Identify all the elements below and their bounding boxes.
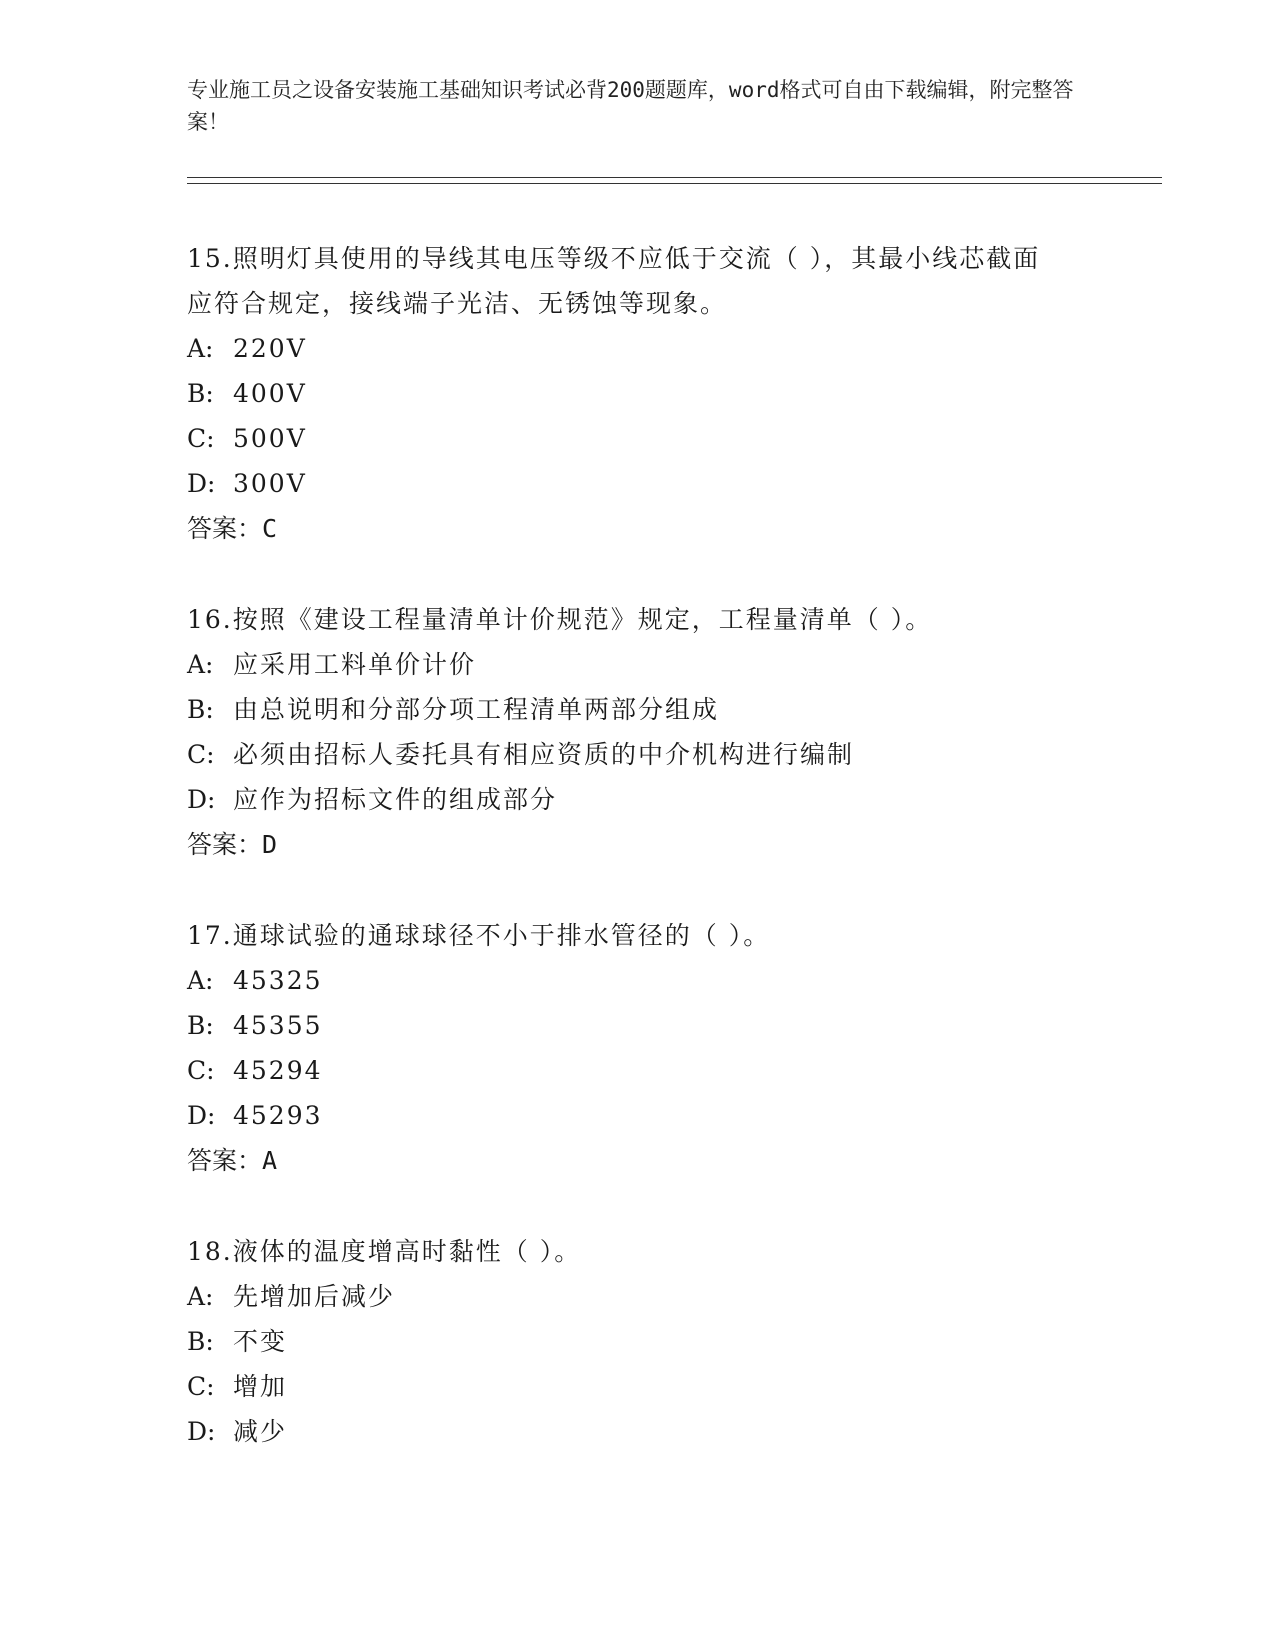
option-a — [187, 958, 1067, 1003]
option-letter: B: — [187, 1327, 214, 1356]
option-c — [187, 416, 1067, 461]
document-title: 专业施工员之设备安装施工基础知识考试必背200题题库，word格式可自由下载编辑，附完整答案！ — [187, 78, 1074, 134]
option-d — [187, 461, 1067, 506]
option-text: 500V — [233, 424, 307, 453]
option-letter: B: — [187, 695, 214, 724]
option-a — [187, 642, 1067, 687]
option-b — [187, 1319, 1067, 1364]
question-list — [187, 236, 1067, 1500]
option-text: 300V — [233, 469, 307, 498]
option-c — [187, 732, 1067, 777]
option-letter: D: — [187, 469, 216, 498]
option-text: 必须由招标人委托具有相应资质的中介机构进行编制 — [233, 740, 855, 769]
option-a — [187, 1274, 1067, 1319]
option-text: 先增加后减少 — [233, 1282, 396, 1311]
question-15 — [187, 236, 1067, 551]
question-17 — [187, 913, 1067, 1183]
option-b — [187, 1003, 1067, 1048]
option-text: 45325 — [233, 966, 323, 995]
option-a — [187, 326, 1067, 371]
option-text: 45293 — [233, 1101, 323, 1130]
option-d — [187, 1409, 1067, 1454]
option-letter: A: — [187, 650, 214, 679]
option-text: 由总说明和分部分项工程清单两部分组成 — [233, 695, 720, 724]
question-stem: 18.液体的温度增高时黏性（ ）。 — [187, 1237, 582, 1266]
option-c — [187, 1364, 1067, 1409]
option-c — [187, 1048, 1067, 1093]
option-letter: A: — [187, 1282, 214, 1311]
header-divider — [187, 177, 1162, 184]
question-16 — [187, 597, 1067, 867]
option-d — [187, 777, 1067, 822]
answer-line: 答案：C — [187, 514, 278, 543]
option-text: 减少 — [233, 1417, 288, 1446]
option-d — [187, 1093, 1067, 1138]
option-letter: C: — [187, 1372, 215, 1401]
option-text: 45294 — [233, 1056, 323, 1085]
option-letter: C: — [187, 424, 215, 453]
question-stem: 16.按照《建设工程量清单计价规范》规定，工程量清单（ ）。 — [187, 605, 933, 634]
answer-line: 答案：D — [187, 830, 278, 859]
option-letter: A: — [187, 334, 214, 363]
option-letter: C: — [187, 740, 215, 769]
option-letter: D: — [187, 1417, 216, 1446]
option-b — [187, 687, 1067, 732]
option-letter: A: — [187, 966, 214, 995]
question-stem: 15.照明灯具使用的导线其电压等级不应低于交流（ ），其最小线芯截面应符合规定，接线端子光洁、无锈蚀等现象。 — [187, 244, 1041, 318]
option-text: 应采用工料单价计价 — [233, 650, 477, 679]
option-letter: D: — [187, 1101, 216, 1130]
answer-line: 答案：A — [187, 1146, 278, 1175]
option-text: 增加 — [233, 1372, 288, 1401]
option-letter: D: — [187, 785, 216, 814]
option-letter: C: — [187, 1056, 215, 1085]
option-letter: B: — [187, 379, 214, 408]
option-text: 应作为招标文件的组成部分 — [233, 785, 558, 814]
question-stem: 17.通球试验的通球球径不小于排水管径的（ ）。 — [187, 921, 771, 950]
option-text: 400V — [233, 379, 307, 408]
option-text: 220V — [233, 334, 307, 363]
option-text: 45355 — [233, 1011, 323, 1040]
option-text: 不变 — [233, 1327, 288, 1356]
option-letter: B: — [187, 1011, 214, 1040]
question-18 — [187, 1229, 1067, 1454]
option-b — [187, 371, 1067, 416]
document-header — [187, 74, 1087, 138]
